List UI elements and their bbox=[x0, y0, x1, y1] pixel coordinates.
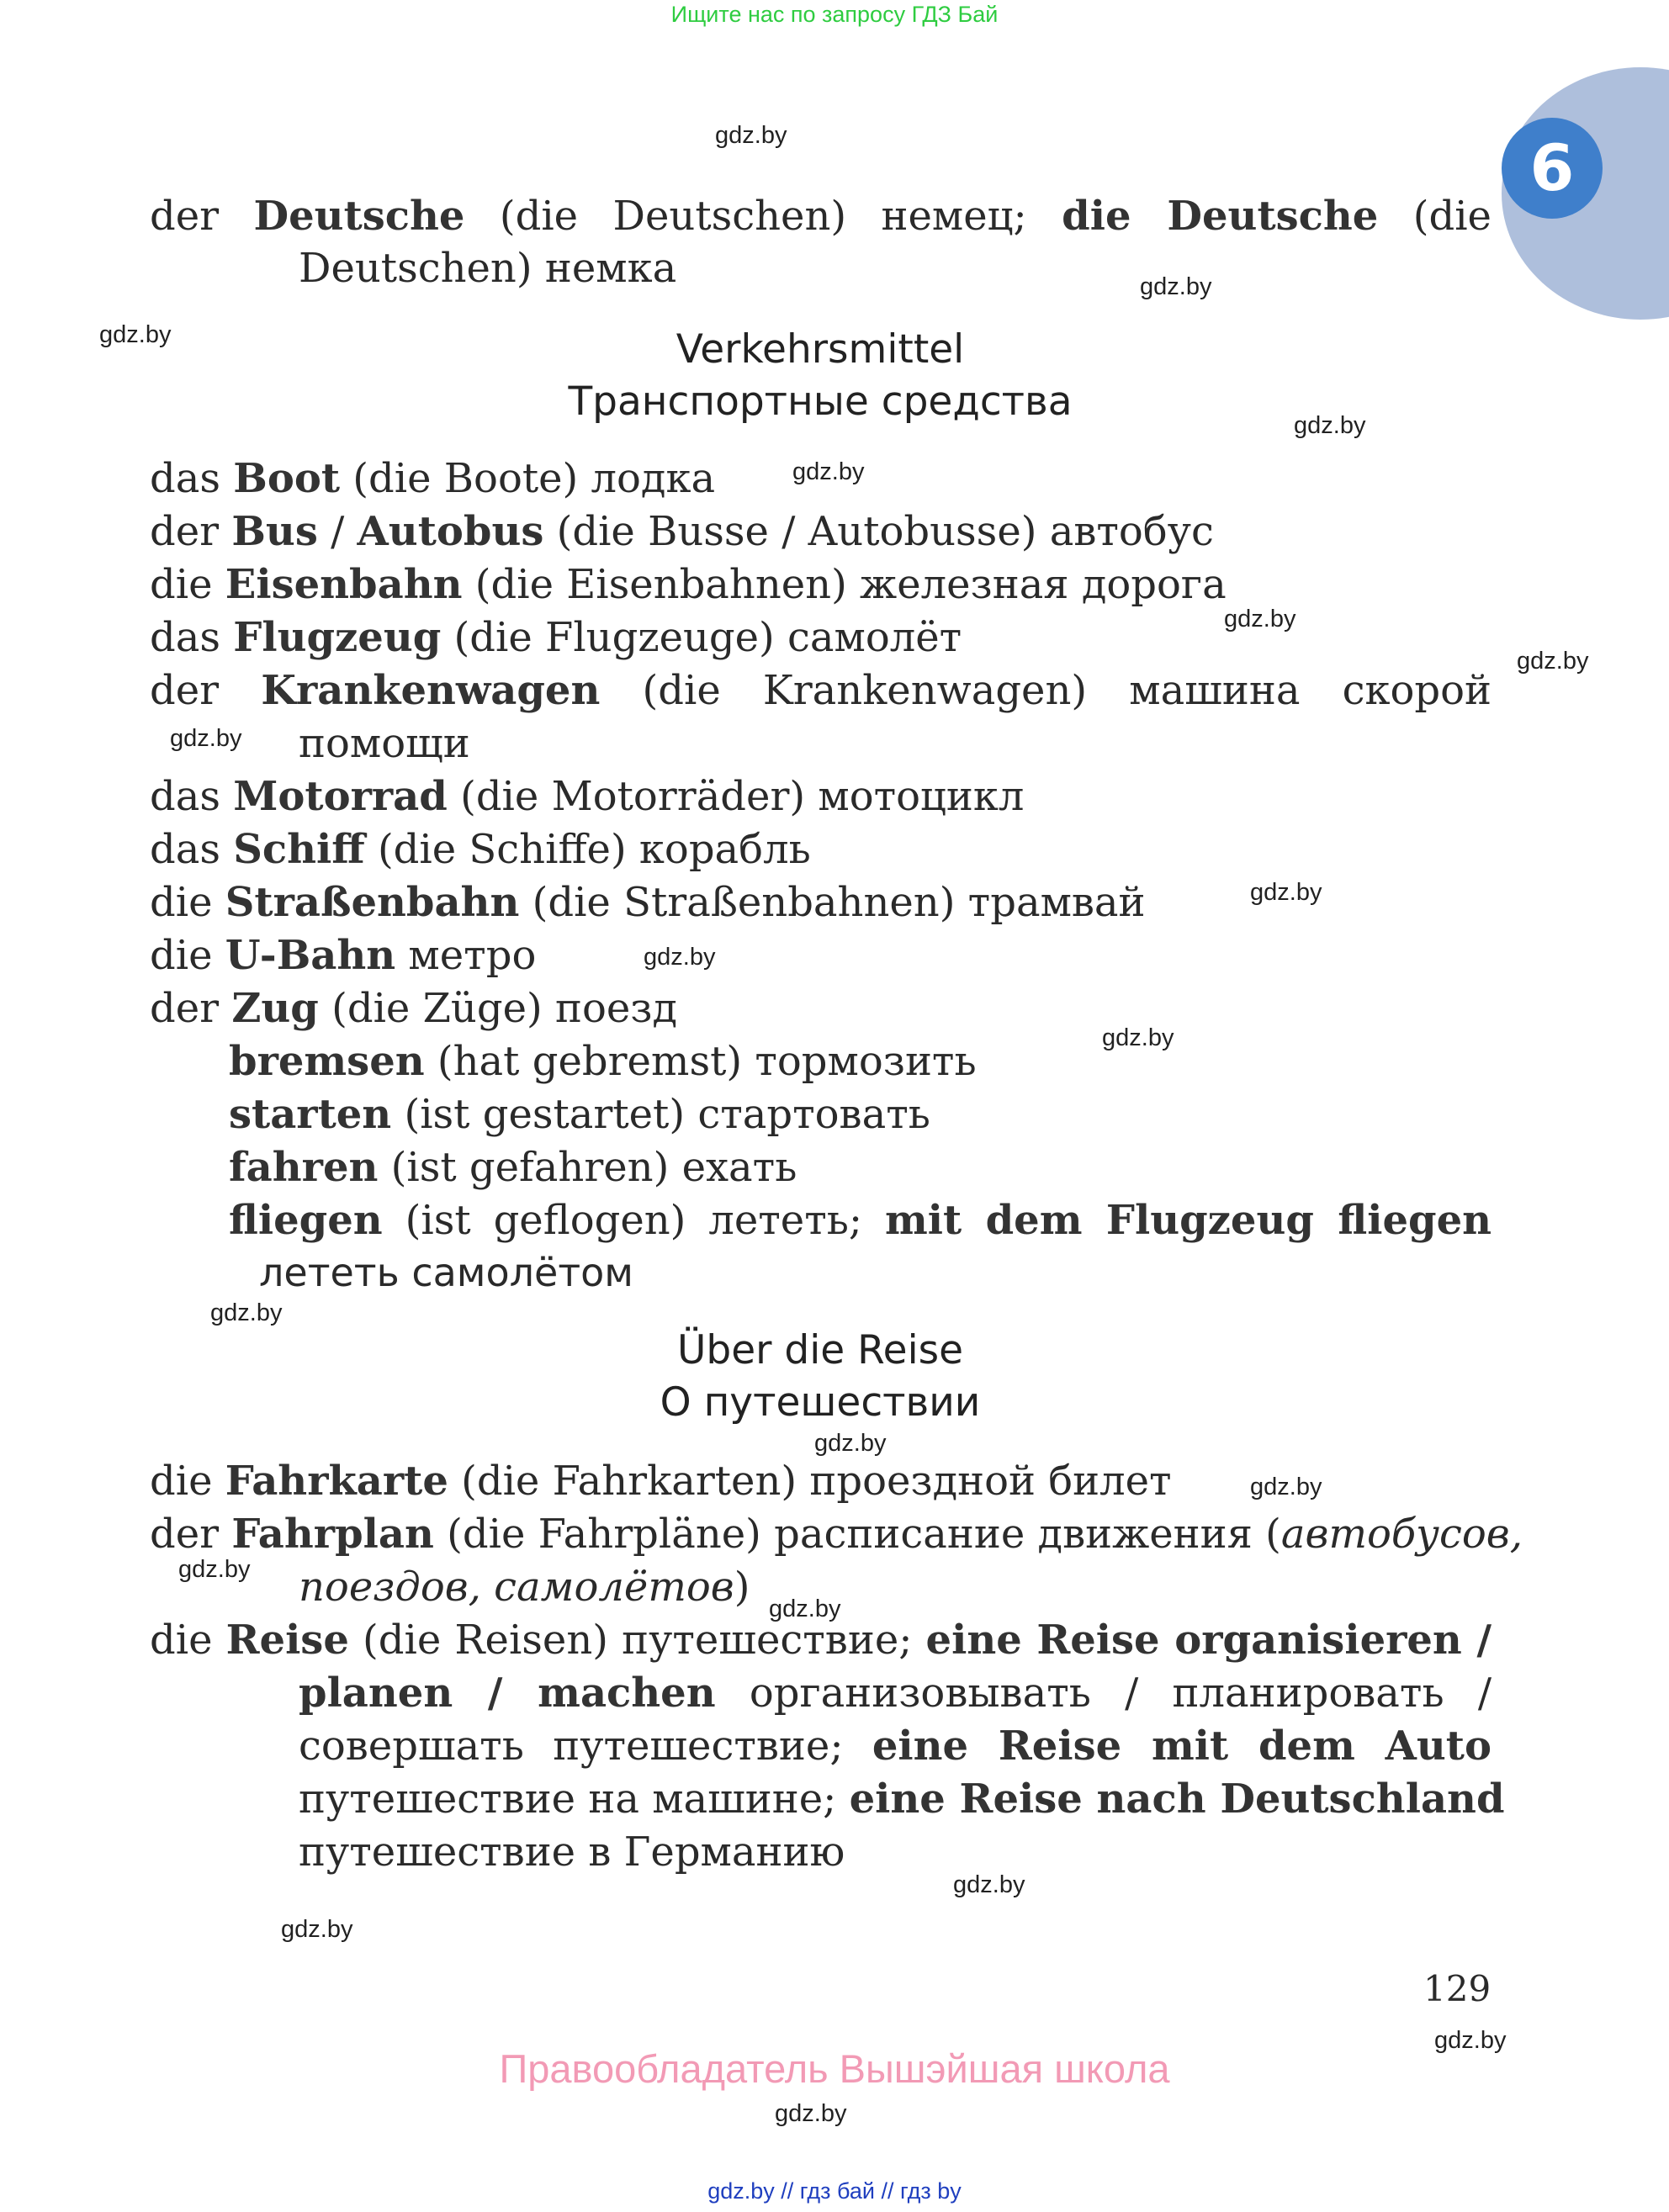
watermark: gdz.by bbox=[1250, 1474, 1322, 1500]
vocab-entry: die Fahrkarte (die Fahrkarten) проездной билет bbox=[150, 1458, 1172, 1505]
watermark: gdz.by bbox=[1140, 273, 1212, 300]
vocab-entry: die Reise (die Reisen) путешествие; eine Reise organisieren / bbox=[150, 1617, 1492, 1664]
watermark: gdz.by bbox=[178, 1556, 251, 1583]
watermark: gdz.by bbox=[644, 944, 716, 971]
vocab-entry-continuation: поездов, самолётов) bbox=[299, 1564, 750, 1611]
vocab-entry: die U-Bahn метро bbox=[150, 932, 537, 979]
watermark: gdz.by bbox=[1517, 648, 1589, 675]
vocab-entry: der Bus / Autobus (die Busse / Autobusse) автобус bbox=[150, 508, 1214, 555]
vocab-entry-continuation: путешествие в Германию bbox=[299, 1828, 845, 1876]
watermark: gdz.by bbox=[281, 1916, 353, 1943]
vocab-entry: der Fahrplan (die Fahrpläne) расписание движения (автобусов, bbox=[150, 1511, 1523, 1558]
vocab-entry: der Zug (die Züge) поезд bbox=[150, 985, 677, 1032]
verb-entry: fahren (ist gefahren) ехать bbox=[229, 1144, 797, 1191]
watermark: gdz.by bbox=[1224, 606, 1296, 632]
watermark: gdz.by bbox=[1294, 412, 1366, 439]
vocab-entry: das Boot (die Boote) лодка bbox=[150, 455, 716, 502]
section-title-german: Über die Reise bbox=[676, 1327, 964, 1373]
watermark: gdz.by bbox=[769, 1595, 841, 1622]
watermark: gdz.by bbox=[775, 2100, 847, 2127]
vocab-entry-continuation: planen / machen организовывать / планировать / bbox=[299, 1670, 1492, 1717]
watermark: gdz.by bbox=[210, 1299, 283, 1326]
vocab-entry: das Motorrad (die Motorräder) мотоцикл bbox=[150, 773, 1025, 820]
vocab-entry-continuation: совершать путешествие; eine Reise mit dem Auto bbox=[299, 1723, 1492, 1770]
watermark: gdz.by bbox=[1250, 879, 1322, 906]
verb-entry: bremsen (hat gebremst) тормозить bbox=[229, 1038, 977, 1085]
section-title-russian: О путешествии bbox=[660, 1379, 981, 1426]
copyright-owner: Правообладатель Вышэйшая школа bbox=[499, 2046, 1170, 2091]
watermark: gdz.by bbox=[1102, 1024, 1174, 1051]
vocab-entry: das Flugzeug (die Flugzeuge) самолёт bbox=[150, 614, 962, 661]
vocab-entry: die Eisenbahn (die Eisenbahnen) железная дорога bbox=[150, 561, 1227, 608]
search-banner: Ищите нас по запросу ГДЗ Бай bbox=[670, 2, 999, 27]
bottom-links[interactable]: gdz.by // гдз бай // гдз by bbox=[707, 2178, 962, 2204]
verb-entry: fliegen (ist geflogen) лететь; mit dem Flugzeug fliegen bbox=[229, 1197, 1492, 1244]
watermark: gdz.by bbox=[814, 1430, 887, 1457]
page-number: 129 bbox=[1423, 1968, 1492, 2009]
watermark: gdz.by bbox=[99, 321, 172, 348]
vocab-entry: das Schiff (die Schiffe) корабль bbox=[150, 826, 811, 873]
vocab-entry: der Deutsche (die Deutschen) немец; die Deutsche (die bbox=[150, 193, 1492, 240]
watermark: gdz.by bbox=[170, 725, 242, 752]
vocab-entry-continuation: путешествие на машине; eine Reise nach Deutschland bbox=[299, 1775, 1505, 1823]
vocab-entry: die Straßenbahn (die Straßenbahnen) трамвай bbox=[150, 879, 1146, 926]
vocab-entry-continuation: помощи bbox=[299, 720, 470, 767]
vocab-entry-continuation: Deutschen) немка bbox=[299, 245, 677, 292]
watermark: gdz.by bbox=[792, 458, 865, 485]
verb-entry-continuation: лететь самолётом bbox=[259, 1250, 633, 1295]
watermark: gdz.by bbox=[1434, 2027, 1507, 2054]
vocab-entry: der Krankenwagen (die Krankenwagen) машина скорой bbox=[150, 667, 1492, 714]
chapter-number-badge: 6 bbox=[1502, 118, 1603, 219]
section-title-german: Verkehrsmittel bbox=[676, 326, 965, 373]
section-title-russian: Транспортные средства bbox=[568, 378, 1073, 425]
verb-entry: starten (ist gestartet) стартовать bbox=[229, 1091, 930, 1138]
watermark: gdz.by bbox=[953, 1871, 1025, 1898]
watermark: gdz.by bbox=[715, 122, 787, 149]
